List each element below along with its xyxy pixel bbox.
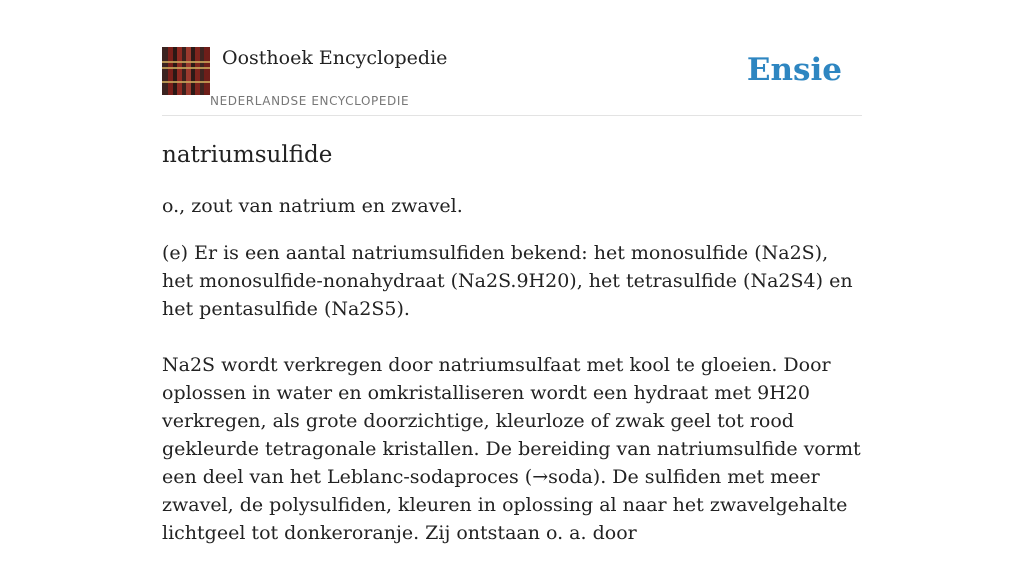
article-paragraph: (e) Er is een aantal natriumsulfiden bekend: het monosulfide (Na2S), het monosulfide-nonahydraat (Na2S.9H20), het tetrasulfide (Na2S4) en het pentasulfide (Na2S5). <box>162 242 853 320</box>
page <box>162 0 862 544</box>
article-paragraph: Na2S wordt verkregen door natriumsulfaat met kool te gloeien. Door oplossen in water en omkristalliseren wordt een hydraat met 9H20 verkregen, als grote doorzichtige, kleurloze of zwak geel tot rood gekleurde tetragonale kristallen. De bereiding van natriumsulfide vormt een deel van het Leblanc-sodaproces (→soda). De sulfiden met meer zwavel, de polysulfiden, kleuren in oplossing al naar het zwavelgehalte lichtgeel tot donkeroranje. Zij ontstaan o. a. door <box>162 354 861 544</box>
article-definition: o., zout van natrium en zwavel. <box>162 195 463 217</box>
encyclopedia-books-icon[interactable] <box>162 47 210 95</box>
site-name[interactable]: Oosthoek Encyclopedie <box>222 47 448 69</box>
site-subtitle: NEDERLANDSE ENCYCLOPEDIE <box>210 94 410 108</box>
site-header <box>162 0 862 116</box>
article-body <box>162 192 862 566</box>
brand-logo-link[interactable]: Ensie <box>746 52 842 88</box>
article-title: natriumsulfide <box>162 142 333 168</box>
